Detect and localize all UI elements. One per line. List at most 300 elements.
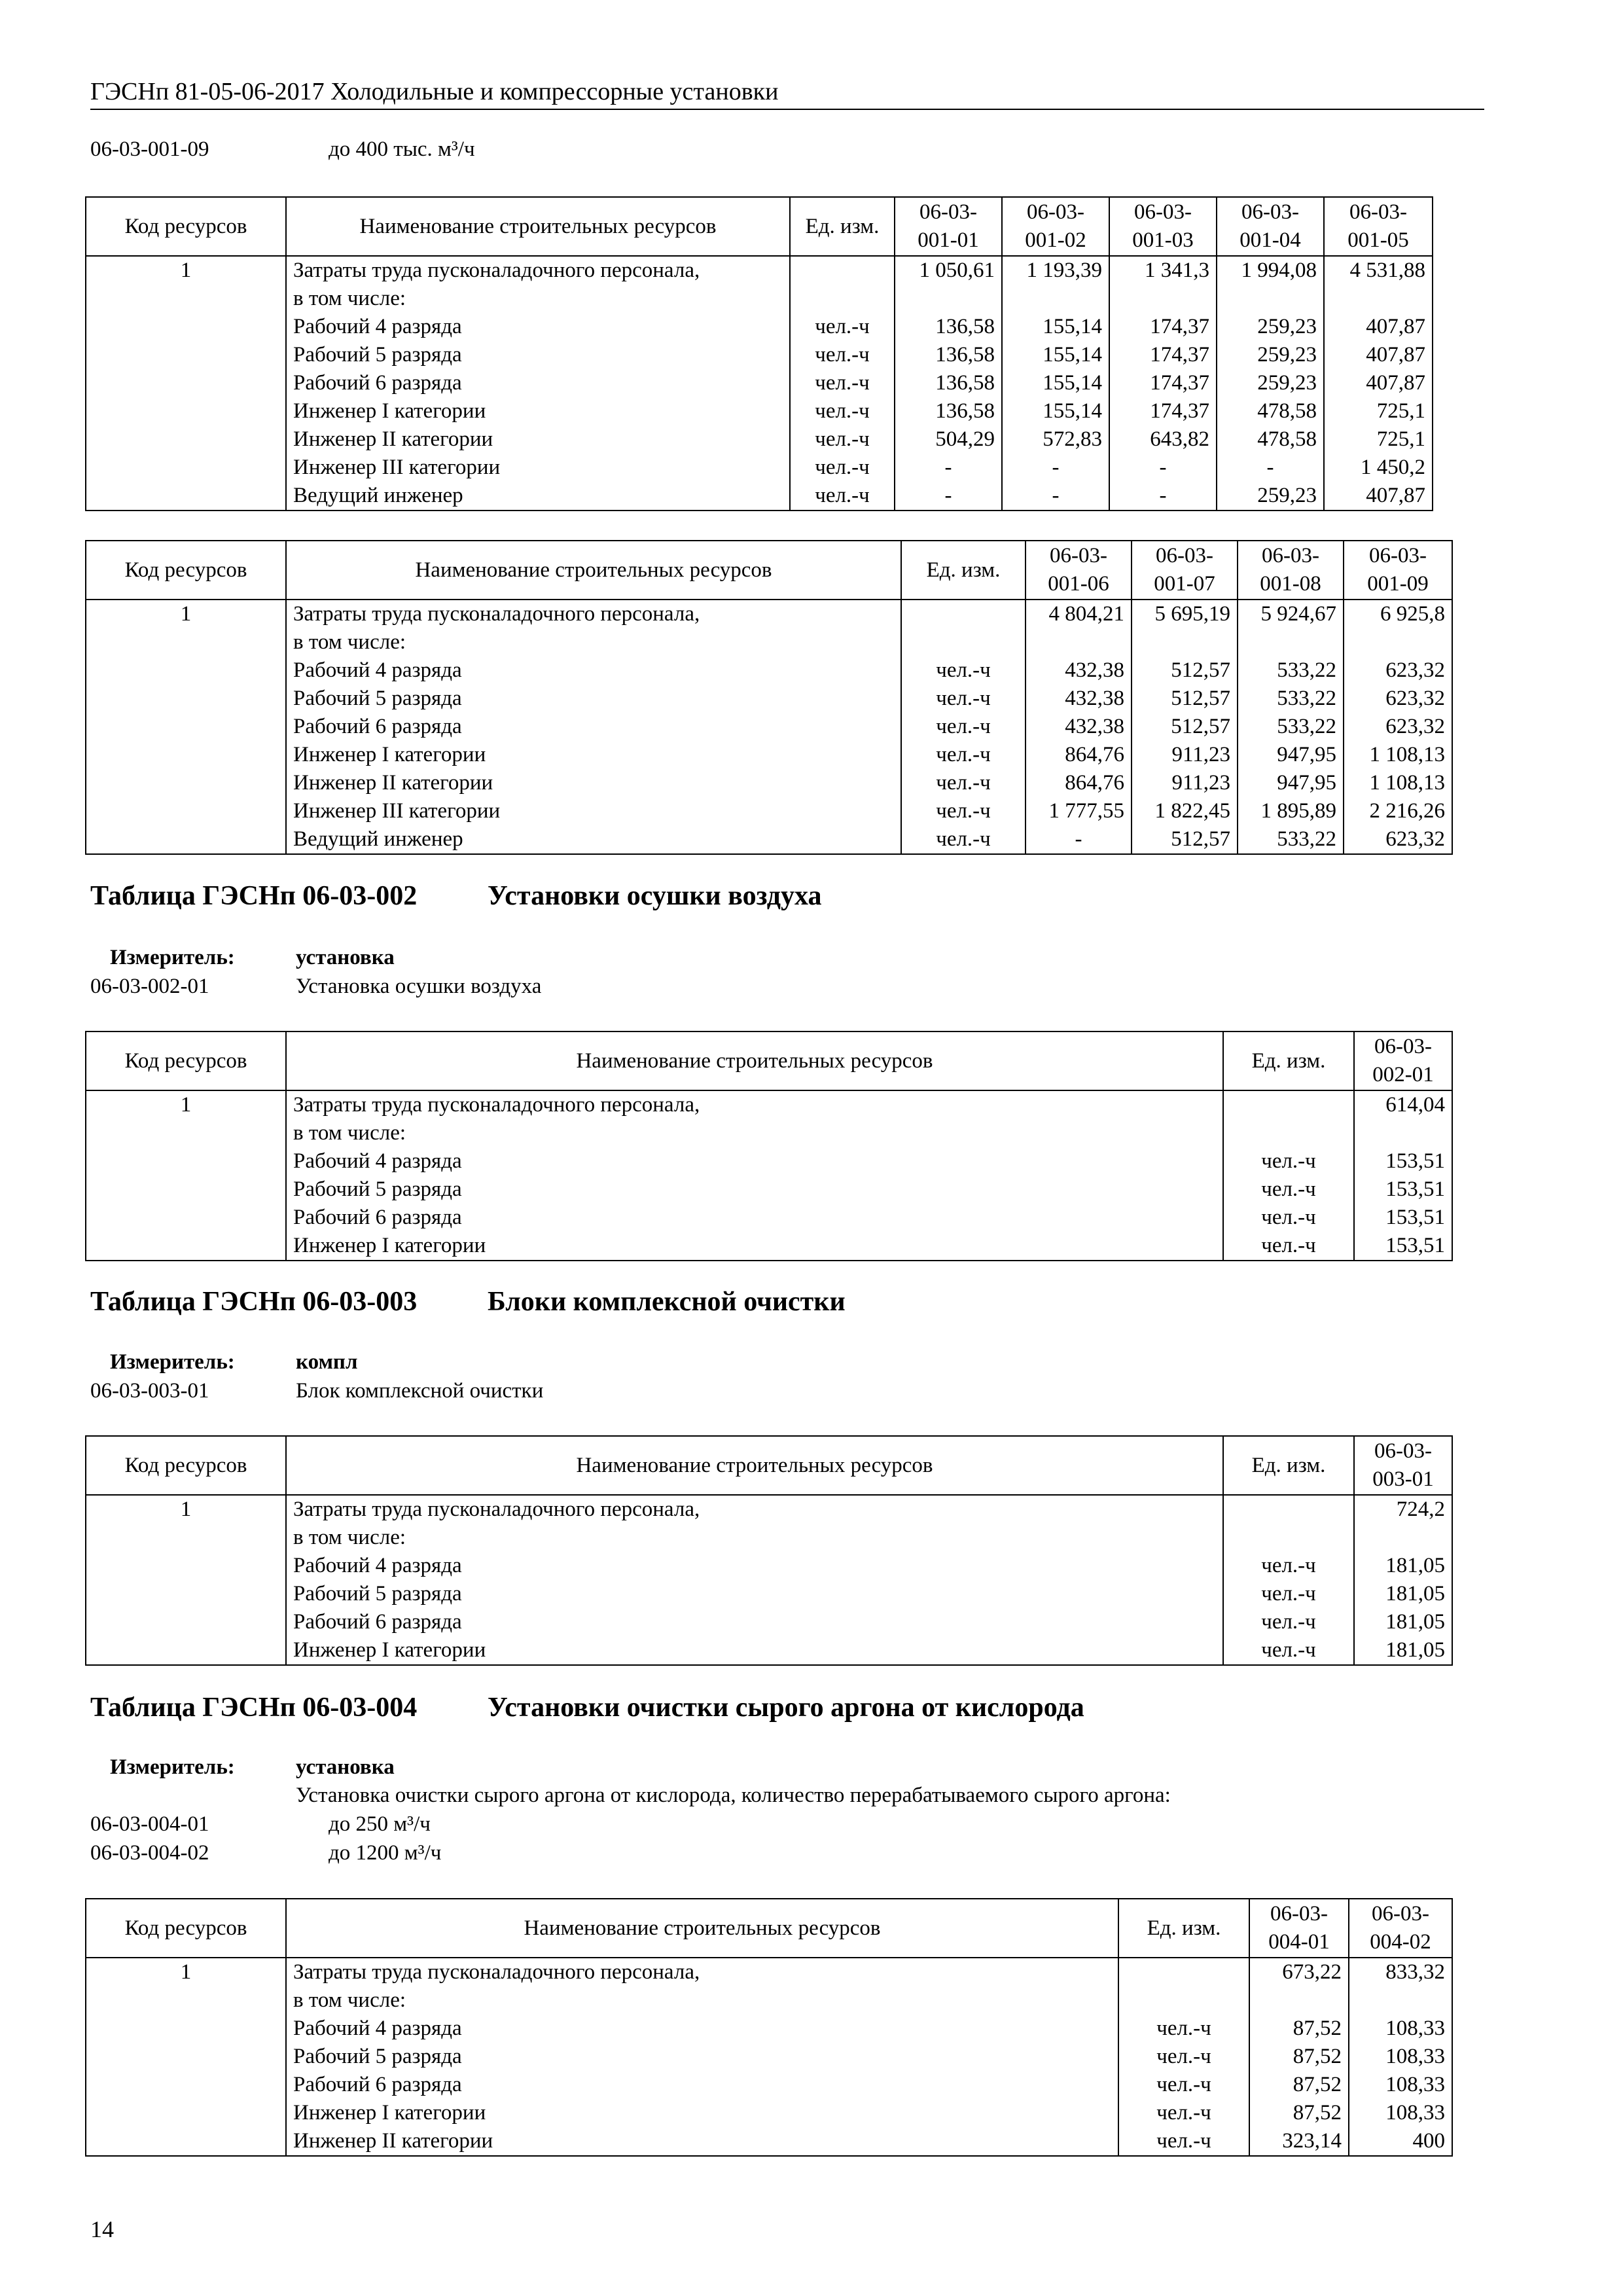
cell-value: 533,22	[1238, 685, 1344, 713]
cell-name: Рабочий 6 разряда	[286, 369, 790, 397]
item-code: 06-03-003-01	[90, 1379, 209, 1403]
cell-value: 108,33	[1349, 2099, 1452, 2127]
table-row	[86, 825, 1452, 854]
cell-code	[86, 482, 286, 511]
cell-name: в том числе:	[286, 285, 790, 313]
item-text: Установка осушки воздуха	[296, 975, 542, 998]
cell-name: Инженер I категории	[286, 1232, 1223, 1261]
cell-code: 1	[86, 600, 286, 628]
meter-label: Измеритель:	[110, 1755, 235, 1779]
cell-value: 155,14	[1002, 313, 1109, 341]
cell-value: 181,05	[1354, 1636, 1452, 1665]
meter-value: компл	[296, 1350, 358, 1374]
cell-value: 833,32	[1349, 1958, 1452, 1986]
cell-name: Инженер III категории	[286, 454, 790, 482]
cell-unit: чел.-ч	[1223, 1580, 1354, 1608]
cell-name: Рабочий 5 разряда	[286, 1175, 1223, 1204]
meter-label: Измеритель:	[110, 1350, 235, 1374]
head-unit: Ед. изм.	[1223, 1031, 1354, 1090]
cell-value: 407,87	[1324, 313, 1433, 341]
cell-value: 512,57	[1132, 656, 1238, 685]
table-row	[86, 1090, 1452, 1119]
table-row	[86, 1147, 1452, 1175]
meter-value: установка	[296, 946, 395, 969]
cell-value: -	[1026, 825, 1132, 854]
cell-code	[86, 1580, 286, 1608]
cell-name: Рабочий 6 разряда	[286, 2071, 1118, 2099]
cell-unit: чел.-ч	[901, 713, 1026, 741]
cell-unit: чел.-ч	[901, 741, 1026, 769]
cell-value: 1 108,13	[1344, 769, 1452, 797]
cell-code	[86, 285, 286, 313]
cell-code	[86, 313, 286, 341]
cell-value: 155,14	[1002, 397, 1109, 425]
cell-value: 864,76	[1026, 769, 1132, 797]
cell-value: 108,33	[1349, 2043, 1452, 2071]
cell-value: 512,57	[1132, 685, 1238, 713]
cell-value: 1 341,3	[1109, 256, 1217, 285]
cell-unit: чел.-ч	[901, 769, 1026, 797]
table-row	[86, 454, 1433, 482]
cell-value: 6 925,8	[1344, 600, 1452, 628]
table-row	[86, 285, 1433, 313]
cell-value: 4 804,21	[1026, 600, 1132, 628]
cell-value: 533,22	[1238, 713, 1344, 741]
head-col: 06-03- 004-02	[1349, 1899, 1452, 1958]
cell-unit: чел.-ч	[1223, 1204, 1354, 1232]
cell-value: 174,37	[1109, 397, 1217, 425]
cell-value	[1109, 285, 1217, 313]
item-code: 06-03-001-09	[90, 137, 209, 161]
cell-value: 623,32	[1344, 713, 1452, 741]
cell-unit: чел.-ч	[1118, 2043, 1249, 2071]
head-name: Наименование строительных ресурсов	[286, 197, 790, 256]
cell-value: 512,57	[1132, 713, 1238, 741]
cell-value: 1 777,55	[1026, 797, 1132, 825]
item-text: Блок комплексной очистки	[296, 1379, 544, 1403]
cell-value: 400	[1349, 2127, 1452, 2156]
cell-value	[1238, 628, 1344, 656]
cell-name: в том числе:	[286, 1119, 1223, 1147]
cell-name: Инженер II категории	[286, 2127, 1118, 2156]
cell-code	[86, 1147, 286, 1175]
cell-name: Рабочий 6 разряда	[286, 1204, 1223, 1232]
table-row	[86, 1232, 1452, 1261]
cell-unit: чел.-ч	[790, 313, 895, 341]
cell-value: 533,22	[1238, 656, 1344, 685]
cell-value: 181,05	[1354, 1552, 1452, 1580]
cell-value: 1 822,45	[1132, 797, 1238, 825]
table-title-code: Таблица ГЭСНп 06-03-003	[90, 1287, 418, 1317]
cell-value: 1 050,61	[895, 256, 1002, 285]
head-col: 06-03- 003-01	[1354, 1436, 1452, 1495]
head-unit: Ед. изм.	[790, 197, 895, 256]
table-row	[86, 256, 1433, 285]
cell-value: 911,23	[1132, 769, 1238, 797]
cell-unit: чел.-ч	[1223, 1232, 1354, 1261]
cell-value	[1349, 1986, 1452, 2015]
head-col: 06-03- 001-08	[1238, 541, 1344, 600]
cell-code	[86, 685, 286, 713]
table-row	[86, 769, 1452, 797]
cell-code	[86, 1636, 286, 1665]
cell-value: -	[895, 454, 1002, 482]
cell-value: 181,05	[1354, 1580, 1452, 1608]
table-row	[86, 741, 1452, 769]
cell-value: 623,32	[1344, 656, 1452, 685]
cell-code	[86, 2015, 286, 2043]
cell-unit: чел.-ч	[790, 341, 895, 369]
item-text: до 400 тыс. м³/ч	[329, 137, 475, 161]
table-row	[86, 425, 1433, 454]
table-row	[86, 2127, 1452, 2156]
head-col: 06-03- 001-03	[1109, 197, 1217, 256]
cell-code	[86, 741, 286, 769]
cell-unit: чел.-ч	[901, 656, 1026, 685]
cell-value	[895, 285, 1002, 313]
head-code: Код ресурсов	[86, 1899, 286, 1958]
cell-value	[1217, 285, 1324, 313]
cell-value: 724,2	[1354, 1495, 1452, 1524]
cell-unit: чел.-ч	[790, 425, 895, 454]
header-rule	[90, 109, 1484, 110]
head-col: 06-03- 001-05	[1324, 197, 1433, 256]
cell-name: Рабочий 5 разряда	[286, 685, 901, 713]
table-row	[86, 2015, 1452, 2043]
cell-name: Рабочий 5 разряда	[286, 2043, 1118, 2071]
cell-unit	[790, 285, 895, 313]
table-title-code: Таблица ГЭСНп 06-03-004	[90, 1693, 418, 1723]
cell-unit	[1223, 1090, 1354, 1119]
table-title-name: Установки осушки воздуха	[488, 881, 822, 911]
cell-code	[86, 425, 286, 454]
cell-code	[86, 2043, 286, 2071]
item-code: 06-03-004-02	[90, 1841, 209, 1865]
cell-unit: чел.-ч	[1118, 2127, 1249, 2156]
cell-value: 155,14	[1002, 369, 1109, 397]
cell-code: 1	[86, 1958, 286, 1986]
table-row	[86, 1552, 1452, 1580]
head-code: Код ресурсов	[86, 1031, 286, 1090]
cell-value: 259,23	[1217, 341, 1324, 369]
cell-code	[86, 2127, 286, 2156]
table-row	[86, 397, 1433, 425]
cell-value: 153,51	[1354, 1204, 1452, 1232]
cell-code	[86, 1232, 286, 1261]
table-row	[86, 1119, 1452, 1147]
resource-table-06-03-004	[85, 1898, 1453, 2157]
head-code: Код ресурсов	[86, 541, 286, 600]
cell-name: Рабочий 4 разряда	[286, 2015, 1118, 2043]
head-name: Наименование строительных ресурсов	[286, 1436, 1223, 1495]
table-row	[86, 1524, 1452, 1552]
cell-unit: чел.-ч	[1223, 1636, 1354, 1665]
cell-name: Рабочий 5 разряда	[286, 1580, 1223, 1608]
table-row	[86, 341, 1433, 369]
cell-unit: чел.-ч	[901, 825, 1026, 854]
head-unit: Ед. изм.	[1118, 1899, 1249, 1958]
cell-code: 1	[86, 256, 286, 285]
cell-unit: чел.-ч	[790, 397, 895, 425]
page-number: 14	[90, 2216, 114, 2242]
head-col: 06-03- 001-06	[1026, 541, 1132, 600]
cell-code	[86, 1986, 286, 2015]
cell-name: Рабочий 4 разряда	[286, 656, 901, 685]
table-row	[86, 482, 1433, 511]
resource-table-06-03-001-a	[85, 196, 1433, 511]
cell-unit	[901, 628, 1026, 656]
cell-value: 643,82	[1109, 425, 1217, 454]
cell-value: 673,22	[1249, 1958, 1349, 1986]
cell-value: 259,23	[1217, 482, 1324, 511]
cell-value: 153,51	[1354, 1175, 1452, 1204]
cell-code	[86, 628, 286, 656]
cell-value	[1354, 1119, 1452, 1147]
cell-value: 623,32	[1344, 685, 1452, 713]
table-row	[86, 1580, 1452, 1608]
cell-value: 911,23	[1132, 741, 1238, 769]
table-row	[86, 1175, 1452, 1204]
cell-value: 504,29	[895, 425, 1002, 454]
cell-value: 614,04	[1354, 1090, 1452, 1119]
head-col: 06-03- 004-01	[1249, 1899, 1349, 1958]
cell-value: 155,14	[1002, 341, 1109, 369]
cell-code	[86, 769, 286, 797]
table-row	[86, 600, 1452, 628]
cell-code	[86, 2071, 286, 2099]
cell-value: 1 193,39	[1002, 256, 1109, 285]
cell-value: 323,14	[1249, 2127, 1349, 2156]
head-col: 06-03- 001-01	[895, 197, 1002, 256]
resource-table-06-03-001-b	[85, 540, 1453, 855]
cell-unit: чел.-ч	[1223, 1147, 1354, 1175]
cell-value: 432,38	[1026, 685, 1132, 713]
cell-unit: чел.-ч	[1118, 2099, 1249, 2127]
head-name: Наименование строительных ресурсов	[286, 1899, 1118, 1958]
cell-unit: чел.-ч	[790, 369, 895, 397]
head-code: Код ресурсов	[86, 197, 286, 256]
head-col: 06-03- 001-02	[1002, 197, 1109, 256]
table-row	[86, 656, 1452, 685]
cell-name: в том числе:	[286, 1524, 1223, 1552]
table-row	[86, 2043, 1452, 2071]
cell-value: 5 924,67	[1238, 600, 1344, 628]
cell-name: Рабочий 4 разряда	[286, 313, 790, 341]
cell-value: 947,95	[1238, 769, 1344, 797]
running-header: ГЭСНп 81-05-06-2017 Холодильные и компрессорные установки	[90, 78, 779, 105]
cell-name: Ведущий инженер	[286, 482, 790, 511]
cell-name: Затраты труда пусконаладочного персонала,	[286, 1090, 1223, 1119]
table-row	[86, 628, 1452, 656]
head-col: 06-03- 001-09	[1344, 541, 1452, 600]
cell-value: 136,58	[895, 313, 1002, 341]
cell-value: 153,51	[1354, 1147, 1452, 1175]
meter-label: Измеритель:	[110, 946, 235, 969]
cell-value: 478,58	[1217, 425, 1324, 454]
cell-value: -	[1109, 482, 1217, 511]
cell-value: 136,58	[895, 341, 1002, 369]
cell-value: 725,1	[1324, 397, 1433, 425]
head-unit: Ед. изм.	[901, 541, 1026, 600]
cell-name: Рабочий 5 разряда	[286, 341, 790, 369]
cell-value: 153,51	[1354, 1232, 1452, 1261]
table-title-name: Установки очистки сырого аргона от кислорода	[488, 1693, 1084, 1723]
cell-code	[86, 1175, 286, 1204]
head-col: 06-03- 001-04	[1217, 197, 1324, 256]
cell-value: -	[1109, 454, 1217, 482]
item-text: до 250 м³/ч	[329, 1812, 431, 1836]
cell-value: 864,76	[1026, 741, 1132, 769]
cell-value: -	[1002, 482, 1109, 511]
cell-value: 87,52	[1249, 2099, 1349, 2127]
table-row	[86, 2099, 1452, 2127]
cell-name: Инженер II категории	[286, 425, 790, 454]
cell-name: Затраты труда пусконаладочного персонала,	[286, 1495, 1223, 1524]
table-row	[86, 313, 1433, 341]
cell-value	[1249, 1986, 1349, 2015]
cell-name: Инженер III категории	[286, 797, 901, 825]
cell-value: 174,37	[1109, 313, 1217, 341]
cell-unit: чел.-ч	[1223, 1552, 1354, 1580]
head-name: Наименование строительных ресурсов	[286, 541, 901, 600]
cell-value: 87,52	[1249, 2043, 1349, 2071]
cell-unit	[790, 256, 895, 285]
cell-unit	[1223, 1495, 1354, 1524]
cell-code	[86, 1204, 286, 1232]
cell-value	[1354, 1524, 1452, 1552]
cell-value: 512,57	[1132, 825, 1238, 854]
cell-value: 1 994,08	[1217, 256, 1324, 285]
cell-value: 2 216,26	[1344, 797, 1452, 825]
cell-code	[86, 1552, 286, 1580]
cell-value: 1 895,89	[1238, 797, 1344, 825]
items-intro: Установка очистки сырого аргона от кислорода, количество перерабатываемого сырого аргона:	[296, 1784, 1171, 1807]
cell-value: 407,87	[1324, 482, 1433, 511]
cell-name: Затраты труда пусконаладочного персонала,	[286, 256, 790, 285]
cell-value: 432,38	[1026, 713, 1132, 741]
cell-unit	[1223, 1119, 1354, 1147]
cell-code	[86, 341, 286, 369]
table-row	[86, 1608, 1452, 1636]
cell-value: 5 695,19	[1132, 600, 1238, 628]
cell-unit	[1118, 1958, 1249, 1986]
cell-value: 947,95	[1238, 741, 1344, 769]
cell-code	[86, 656, 286, 685]
cell-value: -	[1002, 454, 1109, 482]
cell-value: 181,05	[1354, 1608, 1452, 1636]
cell-value: 533,22	[1238, 825, 1344, 854]
cell-value: 1 108,13	[1344, 741, 1452, 769]
cell-name: Инженер II категории	[286, 769, 901, 797]
cell-value: 407,87	[1324, 341, 1433, 369]
cell-name: Затраты труда пусконаладочного персонала,	[286, 1958, 1118, 1986]
cell-code	[86, 1608, 286, 1636]
resource-table-06-03-002	[85, 1031, 1453, 1261]
table-row	[86, 1958, 1452, 1986]
cell-code: 1	[86, 1090, 286, 1119]
cell-unit	[1223, 1524, 1354, 1552]
table-row	[86, 1636, 1452, 1665]
cell-unit: чел.-ч	[1118, 2015, 1249, 2043]
cell-code	[86, 825, 286, 854]
cell-unit: чел.-ч	[901, 797, 1026, 825]
cell-code	[86, 797, 286, 825]
cell-unit: чел.-ч	[790, 482, 895, 511]
cell-value: 725,1	[1324, 425, 1433, 454]
table-title-name: Блоки комплексной очистки	[488, 1287, 846, 1317]
cell-code	[86, 2099, 286, 2127]
cell-name: Затраты труда пусконаладочного персонала,	[286, 600, 901, 628]
cell-code	[86, 713, 286, 741]
cell-code	[86, 369, 286, 397]
cell-name: в том числе:	[286, 1986, 1118, 2015]
cell-unit: чел.-ч	[1223, 1608, 1354, 1636]
cell-name: Инженер I категории	[286, 741, 901, 769]
cell-unit	[901, 600, 1026, 628]
cell-unit: чел.-ч	[1118, 2071, 1249, 2099]
cell-value: 136,58	[895, 369, 1002, 397]
cell-name: Ведущий инженер	[286, 825, 901, 854]
table-row	[86, 685, 1452, 713]
table-row	[86, 369, 1433, 397]
cell-code	[86, 1119, 286, 1147]
cell-name: Инженер I категории	[286, 1636, 1223, 1665]
cell-value: 174,37	[1109, 341, 1217, 369]
cell-value	[1002, 285, 1109, 313]
cell-name: Рабочий 6 разряда	[286, 1608, 1223, 1636]
resource-table-06-03-003	[85, 1435, 1453, 1666]
head-col: 06-03- 002-01	[1354, 1031, 1452, 1090]
cell-name: в том числе:	[286, 628, 901, 656]
cell-value: 136,58	[895, 397, 1002, 425]
cell-value: 478,58	[1217, 397, 1324, 425]
cell-value: -	[895, 482, 1002, 511]
cell-value: 259,23	[1217, 313, 1324, 341]
cell-name: Рабочий 6 разряда	[286, 713, 901, 741]
cell-value	[1344, 628, 1452, 656]
cell-code	[86, 1524, 286, 1552]
cell-unit	[1118, 1986, 1249, 2015]
cell-name: Рабочий 4 разряда	[286, 1552, 1223, 1580]
cell-value: 572,83	[1002, 425, 1109, 454]
table-row	[86, 1204, 1452, 1232]
cell-value: 623,32	[1344, 825, 1452, 854]
cell-value: 174,37	[1109, 369, 1217, 397]
table-row	[86, 797, 1452, 825]
cell-value: 259,23	[1217, 369, 1324, 397]
cell-unit: чел.-ч	[790, 454, 895, 482]
item-code: 06-03-004-01	[90, 1812, 209, 1836]
cell-code	[86, 454, 286, 482]
item-code: 06-03-002-01	[90, 975, 209, 998]
cell-unit: чел.-ч	[901, 685, 1026, 713]
table-row	[86, 713, 1452, 741]
meter-value: установка	[296, 1755, 395, 1779]
cell-value: 108,33	[1349, 2071, 1452, 2099]
cell-value: 87,52	[1249, 2015, 1349, 2043]
cell-code: 1	[86, 1495, 286, 1524]
cell-name: Рабочий 4 разряда	[286, 1147, 1223, 1175]
table-title-code: Таблица ГЭСНп 06-03-002	[90, 881, 418, 911]
cell-value: 1 450,2	[1324, 454, 1433, 482]
cell-value: 87,52	[1249, 2071, 1349, 2099]
cell-value: 108,33	[1349, 2015, 1452, 2043]
item-text: до 1200 м³/ч	[329, 1841, 442, 1865]
cell-unit: чел.-ч	[1223, 1175, 1354, 1204]
cell-value: 4 531,88	[1324, 256, 1433, 285]
cell-value	[1026, 628, 1132, 656]
head-code: Код ресурсов	[86, 1436, 286, 1495]
